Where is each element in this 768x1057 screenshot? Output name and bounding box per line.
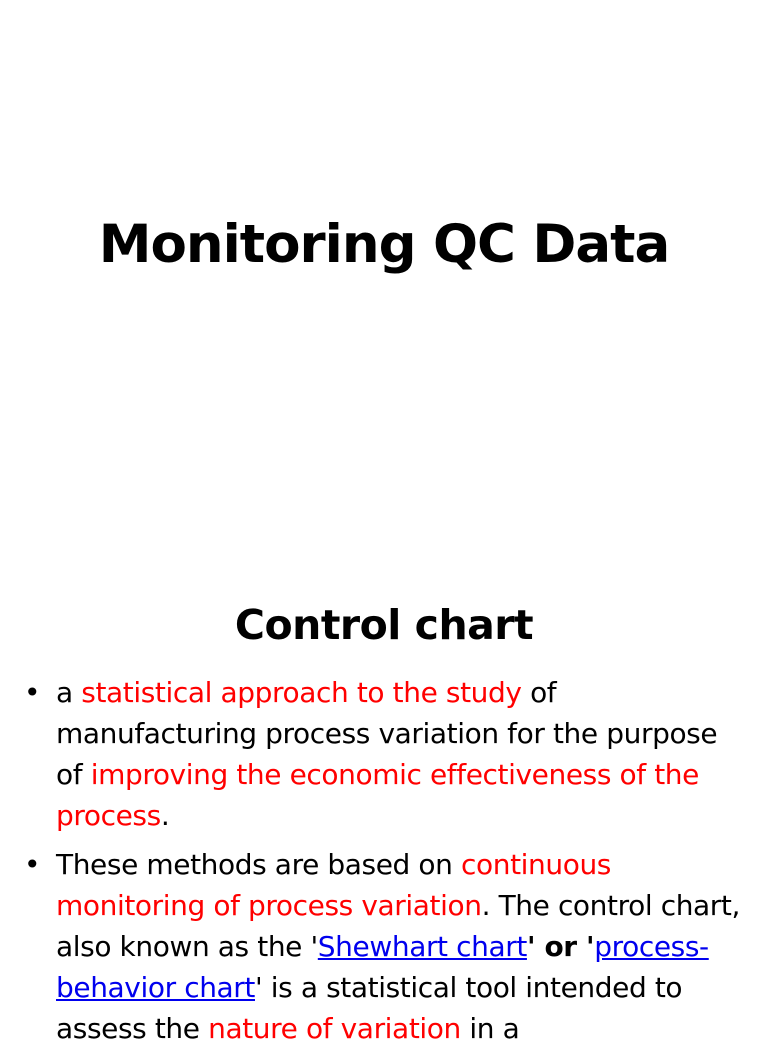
emphasis-text: nature of variation: [208, 1012, 461, 1045]
process-behavior-chart-link[interactable]: process-behavior chart: [56, 930, 709, 1004]
shewhart-chart-link[interactable]: Shewhart chart: [317, 930, 527, 963]
slide-title: Monitoring QC Data: [98, 214, 670, 275]
bullet-text: These methods are based on: [56, 848, 461, 881]
bullet-item: [22, 672, 742, 836]
bullet-text: . The control chart, also known as the ': [56, 889, 740, 963]
bullet-list: [22, 672, 742, 1057]
bullet-marker: •: [24, 676, 41, 709]
bullet-text: of manufacturing process variation for the purpose of: [56, 676, 718, 791]
bullet-text: ' or ': [526, 930, 595, 963]
bullet-text: .: [160, 799, 170, 832]
emphasis-text: continuous monitoring of process variation: [56, 848, 611, 922]
emphasis-text: statistical approach to the study: [81, 676, 522, 709]
bullet-text: a: [56, 676, 82, 709]
emphasis-text: improving the economic effectiveness of the process: [56, 758, 699, 832]
bullet-marker: •: [24, 848, 41, 881]
bullet-text: in a: [460, 1012, 520, 1045]
bullet-text: ' is a statistical tool intended to assess the: [56, 971, 683, 1045]
section-heading: Control chart: [234, 601, 534, 649]
bullet-item: [22, 844, 742, 1049]
